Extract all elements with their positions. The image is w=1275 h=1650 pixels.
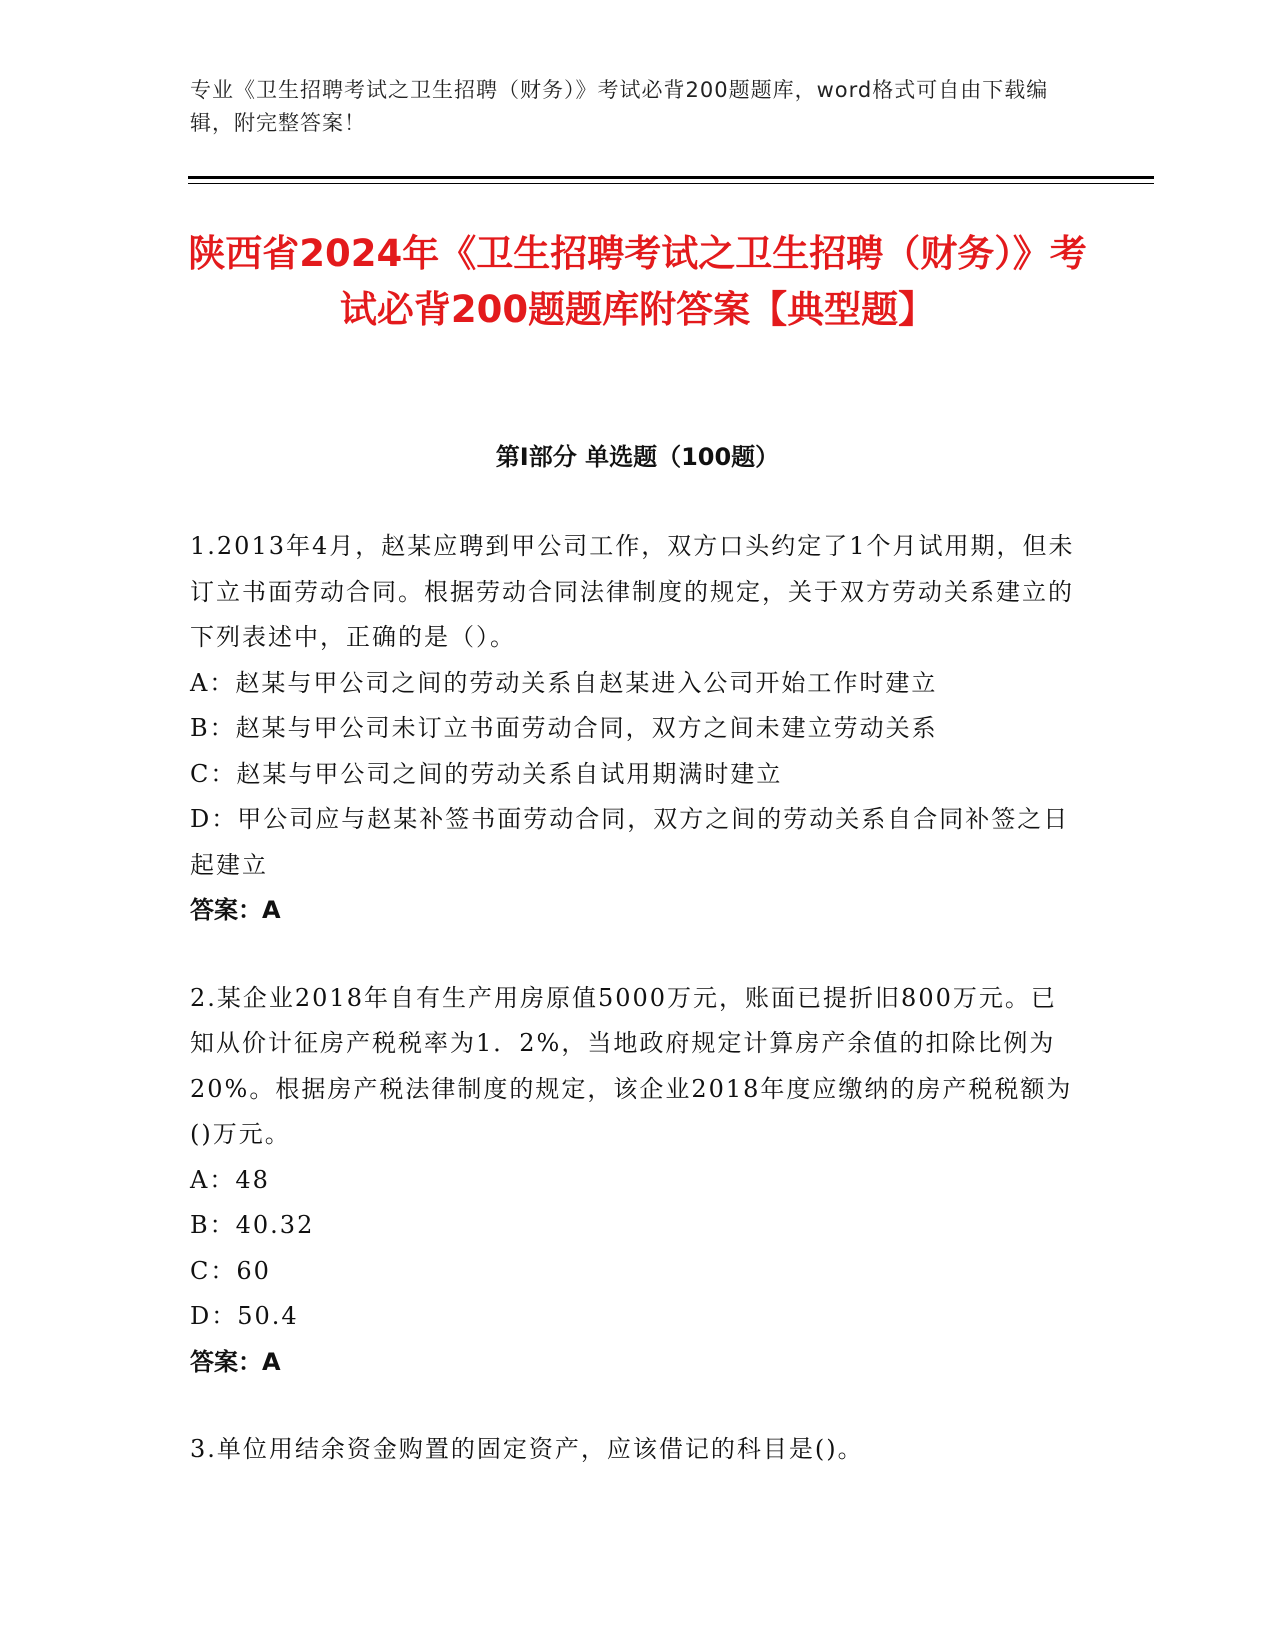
section-heading: 第I部分 单选题（100题） (495, 443, 780, 471)
option-b: B：40.32 (190, 1211, 315, 1239)
question-text: 1.2013年4月，赵某应聘到甲公司工作，双方口头约定了1个月试用期，但未订立书面劳动合同。根据劳动合同法律制度的规定，关于双方劳动关系建立的下列表述中，正确的是（）。 (190, 532, 1075, 651)
question-list (190, 524, 1080, 1515)
question-2 (190, 976, 1080, 1386)
option-d: D：甲公司应与赵某补签书面劳动合同，双方之间的劳动关系自合同补签之日起建立 (190, 805, 1070, 879)
answer: 答案：A (190, 896, 281, 924)
question-1 (190, 524, 1080, 934)
option-b: B：赵某与甲公司未订立书面劳动合同，双方之间未建立劳动关系 (190, 714, 938, 742)
option-d: D：50.4 (190, 1302, 299, 1330)
option-c: C：赵某与甲公司之间的劳动关系自试用期满时建立 (190, 759, 783, 788)
header-rule-thick (188, 176, 1154, 179)
answer: 答案：A (190, 1347, 281, 1376)
question-3 (190, 1427, 1080, 1473)
option-a: A：48 (190, 1165, 270, 1194)
header-note: 专业《卫生招聘考试之卫生招聘（财务）》考试必背200题题库，word格式可自由下载编辑，附完整答案！ (190, 78, 1049, 135)
question-text: 3.单位用结余资金购置的固定资产，应该借记的科目是()。 (190, 1435, 864, 1463)
question-text: 2.某企业2018年自有生产用房原值5000万元，账面已提折旧800万元。已知从价计征房产税税率为1．2%，当地政府规定计算房产余值的扣除比例为20%。根据房产税法律制度的规定，该企业2018年度应缴纳的房产税税额为()万元。 (190, 983, 1073, 1148)
option-c: C：60 (190, 1256, 271, 1285)
document-title: 陕西省2024年《卫生招聘考试之卫生招聘（财务）》考试必背200题题库附答案【典型题】 (188, 232, 1087, 331)
header-rule-thin (188, 183, 1154, 184)
option-a: A：赵某与甲公司之间的劳动关系自赵某进入公司开始工作时建立 (190, 668, 938, 697)
